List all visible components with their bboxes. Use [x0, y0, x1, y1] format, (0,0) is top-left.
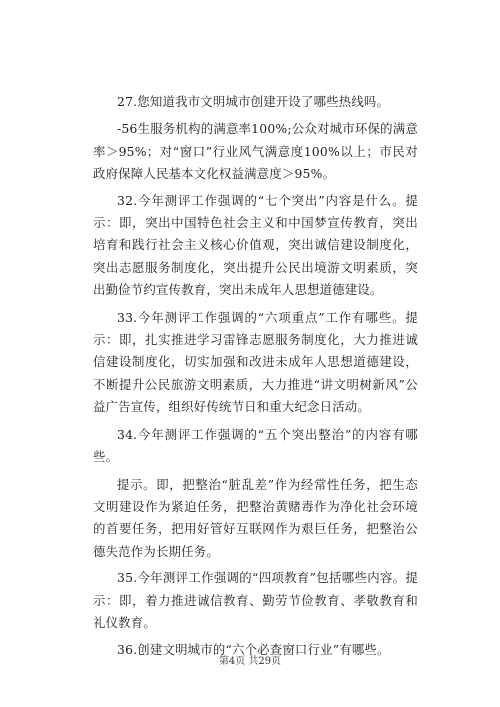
question-27: 27.您知道我市文明城市创建开设了哪些热线吗。: [117, 94, 390, 109]
question-33: 33.今年测评工作强调的“六项重点”工作有哪些。提示：即，扎实推进学习雷锋志愿服务制度化，大力推进诚信建设制度化，切实加强和改进未成年人思想道德建设，不断提升公民旅游文明素质，大力推进“讲文明树新风”公益广告宣传，组织好传统节日和重大纪念日活动。: [93, 309, 418, 415]
question-34: 34.今年测评工作强调的“五个突出整治”的内容有哪些。: [93, 426, 418, 465]
question-32: 32.今年测评工作强调的“七个突出”内容是什么。提示：即，突出中国特色社会主义和中国梦宣传教育，突出培育和践行社会主义核心价值观，突出诚信建设制度化，突出志愿服务制度化，突出提升公民出境游文明素质，突出勤俭节约宣传教育，突出未成年人思想道德建设。: [93, 192, 418, 298]
question-36: 36.创建文明城市的“六个必查窗口行业”有哪些。: [117, 642, 390, 658]
question-34-hint: 提示。即，把整治“脏乱差”作为经常性任务，把生态文明建设作为紧迫任务，把整治黄赌毒作为净化社会环境的首要任务，把用好管好互联网作为艰巨任务，把整治公德失范作为长期任务。: [93, 476, 418, 559]
document-body: [93, 91, 418, 667]
question-35: 35.今年测评工作强调的“四项教育”包括哪些内容。提示：即，着力推进诚信教育、勤劳节俭教育、孝敬教育和礼仪教育。: [93, 570, 418, 630]
page-number: 第4页 共29页: [218, 656, 282, 667]
satisfaction-rates-paragraph: -56生服务机构的满意率100%;公众对城市环保的满意率＞95%；对“窗口”行业风气满意度100%以上；市民对政府保障人民基本文化权益满意度＞95%。: [93, 121, 418, 182]
